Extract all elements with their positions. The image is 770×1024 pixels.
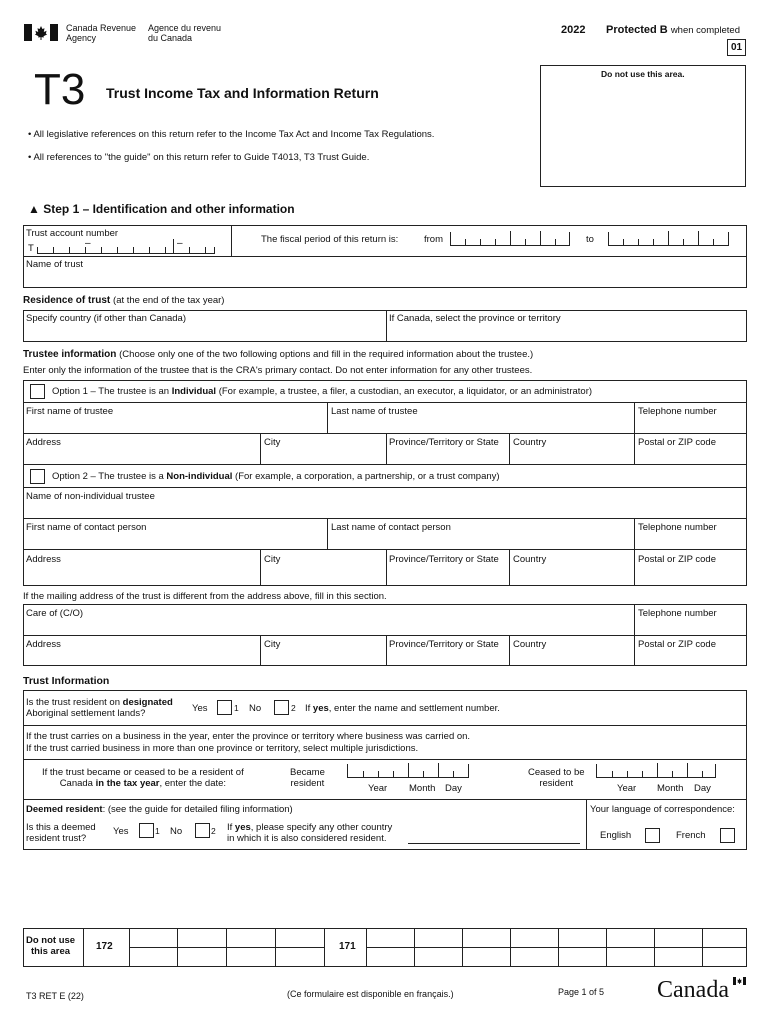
aboriginal-no-code: 2 [291, 703, 296, 713]
mailing-address-label: Address [26, 639, 61, 650]
step1-title: ▲ Step 1 – Identification and other information [28, 202, 295, 216]
option2-label: Option 2 – The trustee is a Non-individual (For example, a corporation, a partnership, or a trust company) [52, 471, 500, 482]
contact-last-name-label: Last name of contact person [331, 522, 451, 533]
residence-title: Residence of trust (at the end of the tax year) [23, 295, 225, 306]
deemed-resident-title: Deemed resident: (see the guide for detailed filing information) [26, 804, 293, 815]
name-of-trust-label: Name of trust [26, 259, 84, 270]
non-individual-name-label: Name of non-individual trustee [26, 491, 155, 502]
contact-city-label: City [264, 554, 281, 565]
mailing-postal-label: Postal or ZIP code [638, 639, 716, 650]
language-label: Your language of correspondence: [590, 804, 735, 815]
mailing-city-label: City [264, 639, 281, 650]
french-availability: (Ce formulaire est disponible en français.) [287, 989, 454, 999]
trust-prefix: T [28, 243, 34, 254]
trustee-city-label: City [264, 437, 281, 448]
trust-account-label: Trust account number [26, 228, 119, 239]
name-of-trust-input[interactable] [26, 272, 741, 286]
fiscal-period-label: The fiscal period of this return is: [261, 234, 399, 245]
became-year-label: Year [368, 783, 388, 794]
trustee-postal-label: Postal or ZIP code [638, 437, 716, 448]
english-label: English [600, 830, 632, 841]
trustee-first-name-label: First name of trustee [26, 406, 114, 417]
option1-label: Option 1 – The trustee is an Individual (For example, a trustee, a filer, a custodian, an executor, a liquidator, or an administrator) [52, 386, 593, 397]
english-checkbox[interactable] [645, 828, 660, 843]
contact-telephone-input[interactable] [638, 534, 743, 547]
residence-country-input[interactable] [26, 326, 382, 340]
mailing-telephone-input[interactable] [638, 620, 743, 633]
mailing-postal-input[interactable] [638, 651, 743, 664]
residence-province-select[interactable] [389, 326, 743, 340]
trustee-telephone-label: Telephone number [638, 406, 717, 417]
trustee-note: Enter only the information of the trustee that is the CRA's primary contact. Do not enter information for any other trustees. [23, 365, 533, 376]
contact-country-label: Country [513, 554, 547, 565]
form-title: Trust Income Tax and Information Return [106, 85, 379, 101]
contact-postal-input[interactable] [638, 568, 743, 582]
mailing-address-input[interactable] [26, 651, 256, 664]
code-171: 171 [339, 941, 356, 952]
trustee-province-label: Province/Territory or State [389, 437, 499, 448]
ceased-resident-label: Ceased to be resident [528, 767, 585, 789]
fiscal-from-date[interactable] [450, 232, 570, 246]
canada-wordmark: Canada [657, 977, 729, 1003]
became-resident-date[interactable] [347, 764, 469, 778]
settlement-input[interactable] [520, 699, 742, 715]
contact-last-name-input[interactable] [331, 534, 630, 547]
deemed-no-code: 2 [211, 826, 216, 836]
trust-account-input[interactable]: – – [37, 240, 215, 254]
care-of-label: Care of (C/O) [26, 608, 84, 619]
aboriginal-if-yes-label: If yes, enter the name and settlement number. [305, 703, 500, 714]
mailing-province-label: Province/Territory or State [389, 639, 499, 650]
trustee-telephone-input[interactable] [638, 418, 743, 431]
mailing-country-label: Country [513, 639, 547, 650]
trustee-address-label: Address [26, 437, 61, 448]
bullet-legislative: • All legislative references on this return refer to the Income Tax Act and Income Tax Regulations. [28, 129, 435, 140]
page-number: Page 1 of 5 [558, 987, 605, 997]
contact-province-label: Province/Territory or State [389, 554, 499, 565]
fiscal-to-label: to [586, 234, 594, 245]
page-code-box: 01 [727, 39, 746, 56]
mailing-province-input[interactable] [389, 651, 505, 664]
trustee-last-name-input[interactable] [331, 418, 630, 431]
contact-city-input[interactable] [264, 568, 382, 582]
trustee-last-name-label: Last name of trustee [331, 406, 418, 417]
aboriginal-no-checkbox[interactable] [274, 700, 289, 715]
contact-first-name-label: First name of contact person [26, 522, 147, 533]
became-day-label: Day [445, 783, 462, 794]
aboriginal-yes-checkbox[interactable] [217, 700, 232, 715]
contact-first-name-input[interactable] [26, 534, 323, 547]
bullet-guide: • All references to "the guide" on this return refer to Guide T4013, T3 Trust Guide. [28, 152, 370, 163]
mailing-telephone-label: Telephone number [638, 608, 717, 619]
french-label: French [676, 830, 706, 841]
deemed-yes-code: 1 [155, 826, 160, 836]
form-number: T3 [34, 65, 86, 114]
deemed-question: Is this a deemed resident trust? [26, 822, 96, 844]
trustee-city-input[interactable] [264, 449, 382, 462]
contact-address-input[interactable] [26, 568, 256, 582]
became-ceased-label: If the trust became or ceased to be a resident of Canada in the tax year, enter the date: [42, 767, 244, 789]
ceased-day-label: Day [694, 783, 711, 794]
ceased-month-label: Month [657, 783, 684, 794]
residence-province-label: If Canada, select the province or territory [389, 313, 561, 324]
ceased-year-label: Year [617, 783, 637, 794]
deemed-if-yes-label: If yes, please specify any other country in which it is also considered resident. [227, 822, 393, 844]
business-line2: If the trust carried business in more than one province or territory, select multiple jurisdictions. [26, 743, 419, 754]
deemed-yes-checkbox[interactable] [139, 823, 154, 838]
aboriginal-yes-code: 1 [234, 703, 239, 713]
code-172: 172 [96, 941, 113, 952]
trustee-postal-input[interactable] [638, 449, 743, 462]
option2-non-individual-checkbox[interactable] [30, 469, 45, 484]
aboriginal-no-label: No [249, 703, 262, 714]
protected-label: Protected B when completed [606, 24, 740, 36]
trustee-address-input[interactable] [26, 449, 256, 462]
mailing-country-input[interactable] [513, 651, 630, 664]
became-month-label: Month [409, 783, 436, 794]
fiscal-to-date[interactable] [608, 232, 729, 246]
ceased-resident-date[interactable] [596, 764, 716, 778]
agency-name-fr: Agence du revenu du Canada [148, 23, 222, 43]
business-line1: If the trust carries on a business in the year, enter the province or territory where business was carried on. [26, 731, 471, 742]
contact-postal-label: Postal or ZIP code [638, 554, 716, 565]
became-resident-label: Became resident [290, 767, 325, 789]
non-individual-name-input[interactable] [26, 503, 741, 516]
contact-country-input[interactable] [513, 568, 630, 582]
deemed-no-checkbox[interactable] [195, 823, 210, 838]
trustee-title: Trustee information (Choose only one of the two following options and fill in the required information about the trustee.) [23, 349, 534, 360]
agency-name-en: Canada Revenue Agency [66, 23, 137, 43]
triangle-up-icon: ▲ [28, 202, 40, 216]
trust-info-title: Trust Information [23, 675, 110, 687]
trustee-province-input[interactable] [389, 449, 505, 462]
contact-address-label: Address [26, 554, 61, 565]
form-code: T3 RET E (22) [26, 991, 84, 1001]
aboriginal-yes-label: Yes [192, 703, 208, 714]
fiscal-from-label: from [424, 234, 443, 245]
option1-individual-checkbox[interactable] [30, 384, 45, 399]
deemed-other-country-input[interactable] [408, 830, 580, 844]
mailing-city-input[interactable] [264, 651, 382, 664]
residence-country-label: Specify country (if other than Canada) [26, 313, 187, 324]
trustee-country-input[interactable] [513, 449, 630, 462]
care-of-input[interactable] [26, 620, 630, 633]
deemed-yes-label: Yes [113, 826, 129, 837]
trustee-first-name-input[interactable] [26, 418, 323, 431]
deemed-no-label: No [170, 826, 183, 837]
contact-telephone-label: Telephone number [638, 522, 717, 533]
wordmark-flag-icon [733, 977, 746, 985]
aboriginal-question: Is the trust resident on designated Aboriginal settlement lands? [26, 697, 173, 719]
contact-province-input[interactable] [389, 568, 505, 582]
tax-year: 2022 [561, 24, 586, 36]
french-checkbox[interactable] [720, 828, 735, 843]
canada-flag-icon [24, 24, 58, 41]
mailing-note: If the mailing address of the trust is different from the address above, fill in this section. [23, 591, 387, 602]
footer-do-not-use-label: Do not use this area [26, 935, 76, 957]
trustee-country-label: Country [513, 437, 547, 448]
do-not-use-area: Do not use this area. [540, 65, 746, 187]
